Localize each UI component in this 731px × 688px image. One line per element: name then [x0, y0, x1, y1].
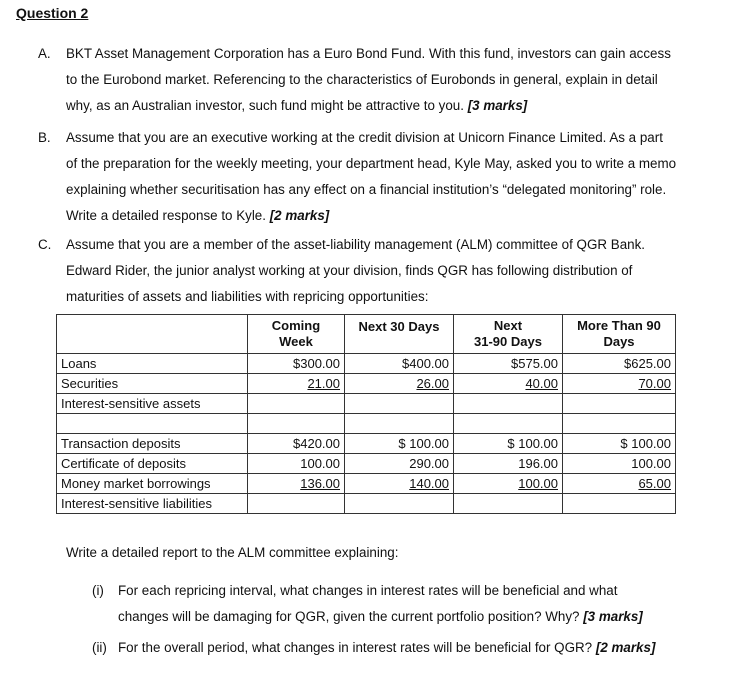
table-row: [57, 474, 676, 494]
table-row: [57, 374, 676, 394]
cell-value: [454, 474, 563, 494]
sub-ii-line-1: [118, 640, 655, 655]
part-a-line-2: to the Eurobond market. Referencing to the characteristics of Eurobonds in general, explain in detail: [66, 72, 658, 87]
header-next-30-days-l1: Next 30 Days: [358, 319, 440, 334]
sub-i-line-2-text: changes will be damaging for QGR, given the current portfolio position? Why?: [118, 609, 580, 624]
cell-value: [563, 374, 676, 394]
cell-value: $ 100.00: [563, 434, 676, 454]
sub-ii-number: (ii): [92, 640, 107, 655]
cell-value: 100.00: [248, 454, 345, 474]
header-more-than-90-days: [563, 315, 676, 354]
cell-value: $ 100.00: [454, 434, 563, 454]
table-header-row: [57, 315, 676, 354]
sub-i-line-2: [118, 609, 643, 624]
cell-value: $400.00: [345, 354, 454, 374]
part-b-line-4: [66, 208, 329, 223]
header-90-l2: Days: [603, 334, 635, 349]
part-b-line-4-text: Write a detailed response to Kyle.: [66, 208, 266, 223]
cell-value: $625.00: [563, 354, 676, 374]
row-label: Securities: [57, 374, 248, 394]
cell-value-text: 70.00: [638, 376, 671, 391]
header-blank: [57, 315, 248, 354]
header-31-90-l2: 31-90 Days: [474, 334, 542, 349]
sub-i-line-1: For each repricing interval, what changes in interest rates will be beneficial and what: [118, 583, 618, 598]
header-coming-week: [248, 315, 345, 354]
part-c-letter: C.: [38, 237, 52, 252]
cell-empty: [454, 494, 563, 514]
part-c-line-2: Edward Rider, the junior analyst working at your division, finds QGR has following distribution of: [66, 263, 633, 278]
part-b-marks: [2 marks]: [269, 208, 330, 223]
cell-empty: [345, 414, 454, 434]
part-c-line-1: Assume that you are a member of the asset-liability management (ALM) committee of QGR Bank.: [66, 237, 646, 252]
table-row: [57, 434, 676, 454]
cell-empty: [454, 394, 563, 414]
part-c-line-3: maturities of assets and liabilities with repricing opportunities:: [66, 289, 429, 304]
part-b-line-3: explaining whether securitisation has any effect on a financial institution’s “delegated monitoring” role.: [66, 182, 667, 197]
row-label: Certificate of deposits: [57, 454, 248, 474]
table-row: [57, 394, 676, 414]
cell-value: $420.00: [248, 434, 345, 454]
cell-value: 290.00: [345, 454, 454, 474]
part-b-letter: B.: [38, 130, 51, 145]
cell-value-text: 40.00: [525, 376, 558, 391]
question-title: Question 2: [16, 5, 89, 21]
cell-value: $ 100.00: [345, 434, 454, 454]
cell-empty: [563, 414, 676, 434]
part-a-line-3: [66, 98, 527, 113]
repricing-table: [56, 314, 676, 514]
cell-empty: [563, 494, 676, 514]
header-31-90-l1: Next: [493, 318, 523, 333]
table-row: [57, 454, 676, 474]
sub-i-marks: [3 marks]: [583, 609, 643, 624]
cell-value: 196.00: [454, 454, 563, 474]
cell-value: $300.00: [248, 354, 345, 374]
cell-empty: [454, 414, 563, 434]
header-coming-week-l2: Week: [279, 334, 313, 349]
cell-empty: [563, 394, 676, 414]
cell-empty: [57, 414, 248, 434]
cell-value: $575.00: [454, 354, 563, 374]
header-next-30-days: [345, 315, 454, 354]
part-a-marks: [3 marks]: [467, 98, 528, 113]
cell-value-text: 65.00: [638, 476, 671, 491]
cell-value: [248, 474, 345, 494]
cell-value: [248, 374, 345, 394]
part-a-line-1: BKT Asset Management Corporation has a Euro Bond Fund. With this fund, investors can gain access: [66, 46, 671, 61]
cell-empty: [345, 494, 454, 514]
cell-empty: [248, 414, 345, 434]
sub-i-number: (i): [92, 583, 104, 598]
cell-empty: [345, 394, 454, 414]
row-label: Transaction deposits: [57, 434, 248, 454]
cell-value: [454, 374, 563, 394]
row-label: Interest-sensitive liabilities: [57, 494, 248, 514]
part-a-line-3-text: why, as an Australian investor, such fund might be attractive to you.: [66, 98, 464, 113]
header-90-l1: More Than 90: [577, 318, 661, 333]
part-a-letter: A.: [38, 46, 51, 61]
header-coming-week-l1: Coming: [271, 318, 321, 333]
header-next-31-90-days: [454, 315, 563, 354]
part-b-line-2: of the preparation for the weekly meeting, your department head, Kyle May, asked you to write a memo: [66, 156, 677, 171]
cell-value-text: 21.00: [307, 376, 340, 391]
table-row: [57, 494, 676, 514]
cell-empty: [248, 494, 345, 514]
row-label: Interest-sensitive assets: [57, 394, 248, 414]
cell-value-text: 136.00: [300, 476, 340, 491]
row-label: Loans: [57, 354, 248, 374]
cell-value: [563, 474, 676, 494]
cell-value: [345, 374, 454, 394]
cell-empty: [248, 394, 345, 414]
cell-value-text: 100.00: [518, 476, 558, 491]
cell-value-text: 140.00: [409, 476, 449, 491]
row-label: Money market borrowings: [57, 474, 248, 494]
table-spacer-row: [57, 414, 676, 434]
cell-value-text: 26.00: [416, 376, 449, 391]
part-b-line-1: Assume that you are an executive working at the credit division at Unicorn Finance Limited. As a part: [66, 130, 663, 145]
sub-ii-line-1-text: For the overall period, what changes in interest rates will be beneficial for QGR?: [118, 640, 593, 655]
cell-value: 100.00: [563, 454, 676, 474]
table-row: [57, 354, 676, 374]
sub-ii-marks: [2 marks]: [595, 640, 656, 655]
cell-value: [345, 474, 454, 494]
report-intro: Write a detailed report to the ALM committee explaining:: [66, 545, 399, 560]
